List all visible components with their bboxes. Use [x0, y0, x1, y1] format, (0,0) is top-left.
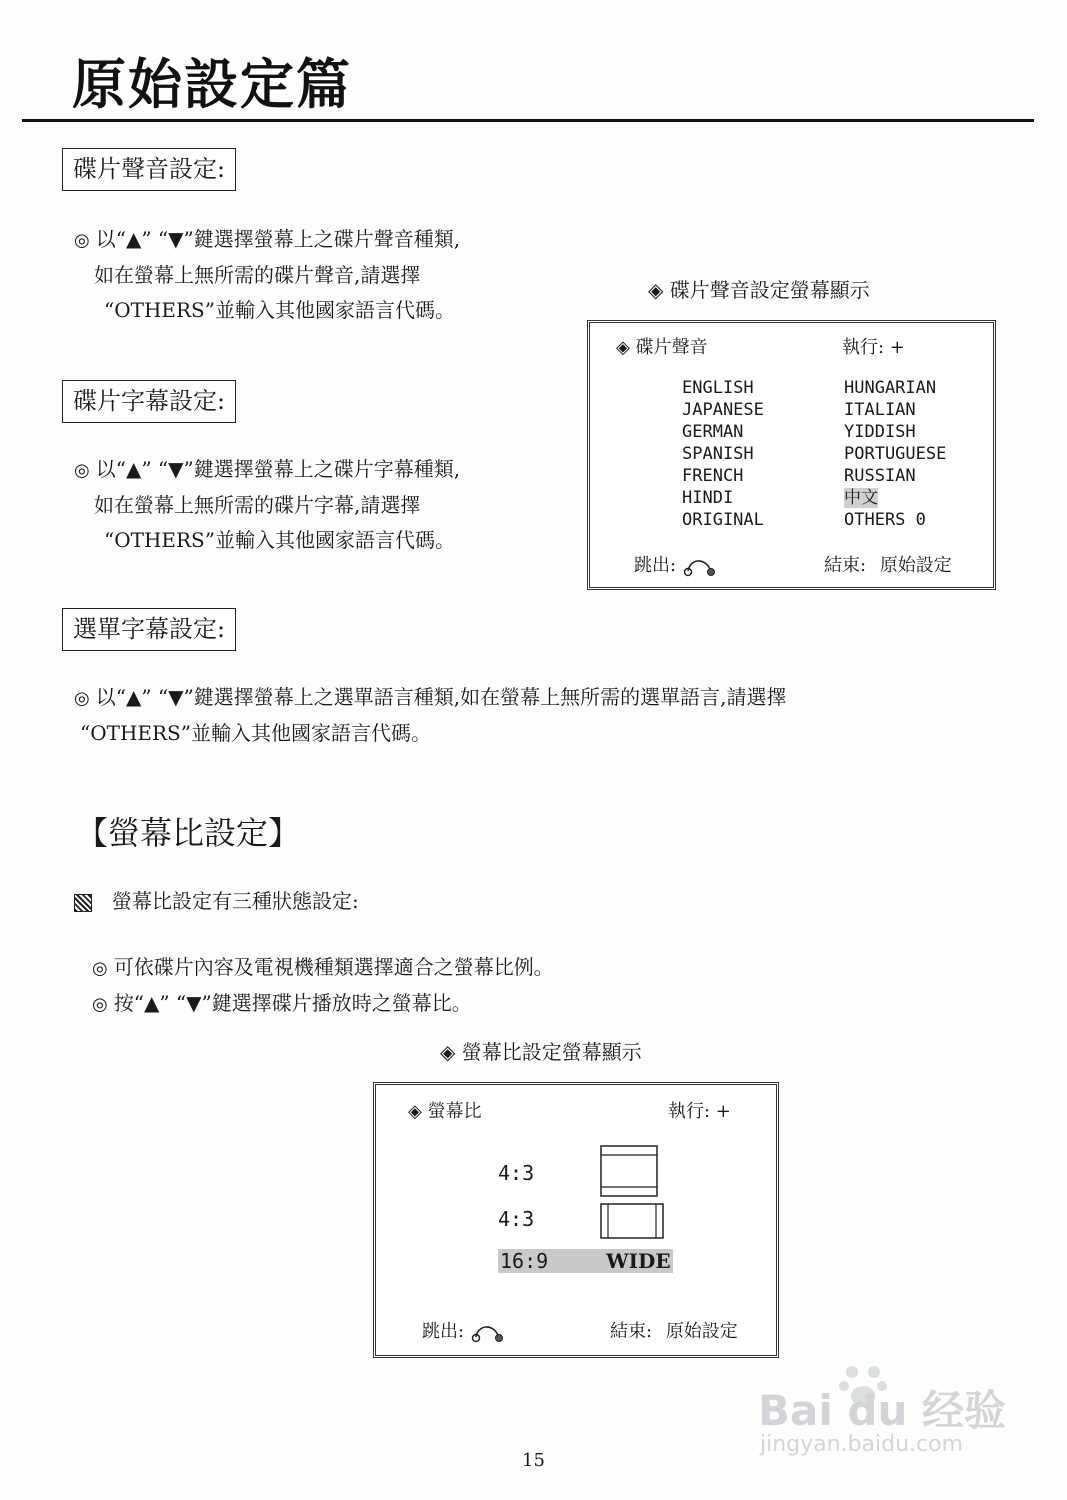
- audio-line-3: “OTHERS”並輸入其他國家語言代碼。: [104, 298, 455, 322]
- subtitle-section-heading: 碟片字幕設定:: [62, 380, 236, 423]
- aspect-screen-exit: 跳出:: [422, 1317, 506, 1343]
- letterbox-icon: [600, 1145, 658, 1197]
- subtitle-instructions: [74, 452, 460, 558]
- baidu-watermark: Bai du 经验 jingyan.baidu.com: [758, 1360, 1018, 1470]
- language-option[interactable]: HUNGARIAN: [844, 378, 937, 398]
- aspect-line-2: 按“▲” “▼”鍵選擇碟片播放時之螢幕比。: [113, 991, 472, 1015]
- bullet-icon: ◎: [92, 958, 108, 979]
- diamond-icon: ◈: [408, 1101, 422, 1122]
- audio-language-list-left: [682, 377, 764, 531]
- bullet-icon: ◎: [74, 230, 90, 251]
- aspect-option-4-3-panscan[interactable]: 4:3: [498, 1207, 535, 1231]
- audio-instructions: [74, 222, 460, 328]
- language-option[interactable]: FRENCH: [682, 466, 744, 486]
- language-option[interactable]: RUSSIAN: [844, 466, 916, 486]
- return-icon: [470, 1321, 506, 1343]
- audio-line-2: 如在螢幕上無所需的碟片聲音,請選擇: [94, 263, 421, 287]
- menu-section-heading: 選單字幕設定:: [62, 608, 236, 651]
- language-option[interactable]: JAPANESE: [682, 400, 764, 420]
- aspect-instructions: [92, 950, 554, 1022]
- audio-screen-end: 結束: 原始設定: [824, 555, 952, 576]
- language-option[interactable]: PORTUGUESE: [844, 444, 947, 464]
- aspect-line-1: 可依碟片內容及電視機種類選擇適合之螢幕比例。: [113, 955, 554, 979]
- bullet-icon: ◎: [74, 460, 90, 481]
- bullet-icon: ◎: [74, 688, 90, 709]
- diamond-icon: ◈: [440, 1040, 456, 1064]
- subtitle-line-1: 以“▲” “▼”鍵選擇螢幕上之碟片字幕種類,: [95, 457, 461, 481]
- audio-screen-title: ◈ 碟片聲音: [616, 337, 708, 358]
- aspect-section-heading: 【螢幕比設定】: [76, 814, 301, 852]
- page-number: 15: [522, 1450, 545, 1471]
- diamond-icon: ◈: [648, 278, 664, 302]
- subtitle-line-2: 如在螢幕上無所需的碟片字幕,請選擇: [94, 493, 421, 517]
- aspect-screen-title: ◈ 螢幕比: [408, 1101, 482, 1122]
- audio-screen-caption: ◈ 碟片聲音設定螢幕顯示: [648, 278, 870, 302]
- language-option[interactable]: SPANISH: [682, 444, 754, 464]
- square-bullet-icon: [74, 894, 92, 912]
- language-option[interactable]: YIDDISH: [844, 422, 916, 442]
- menu-line-2: “OTHERS”並輸入其他國家語言代碼。: [80, 721, 431, 745]
- aspect-screen-execute: 執行: +: [668, 1101, 731, 1122]
- language-option[interactable]: ITALIAN: [844, 400, 916, 420]
- audio-section-heading: 碟片聲音設定:: [62, 148, 236, 191]
- audio-language-list-right: [844, 377, 946, 531]
- language-option-selected[interactable]: 中文: [844, 488, 878, 508]
- aspect-intro: 螢幕比設定有三種狀態設定:: [74, 884, 359, 919]
- menu-line-1: 以“▲” “▼”鍵選擇螢幕上之選單語言種類,如在螢幕上無所需的選單語言,請選擇: [95, 685, 787, 709]
- aspect-option-16-9-wide[interactable]: 16:9 WIDE: [500, 1249, 671, 1273]
- title-rule: [22, 119, 1034, 122]
- aspect-screen-caption: ◈ 螢幕比設定螢幕顯示: [440, 1040, 642, 1064]
- audio-screen-execute: 執行: +: [842, 337, 905, 358]
- menu-instructions: [74, 680, 786, 751]
- audio-screen-exit: 跳出:: [634, 551, 718, 577]
- language-option[interactable]: GERMAN: [682, 422, 744, 442]
- language-option[interactable]: ORIGINAL: [682, 510, 764, 530]
- return-icon: [682, 555, 718, 577]
- audio-screen: [587, 320, 996, 590]
- aspect-screen-end: 結束: 原始設定: [610, 1321, 738, 1342]
- language-option[interactable]: ENGLISH: [682, 378, 754, 398]
- aspect-option-4-3-letterbox[interactable]: 4:3: [498, 1161, 535, 1185]
- language-option[interactable]: HINDI: [682, 488, 734, 508]
- subtitle-line-3: “OTHERS”並輸入其他國家語言代碼。: [104, 528, 455, 552]
- aspect-screen: [373, 1082, 779, 1358]
- panscan-icon: [600, 1203, 664, 1239]
- diamond-icon: ◈: [616, 337, 630, 358]
- page-title: 原始設定篇: [72, 53, 352, 116]
- audio-line-1: 以“▲” “▼”鍵選擇螢幕上之碟片聲音種類,: [95, 227, 461, 251]
- language-option[interactable]: OTHERS 0: [844, 510, 926, 530]
- bullet-icon: ◎: [92, 994, 108, 1015]
